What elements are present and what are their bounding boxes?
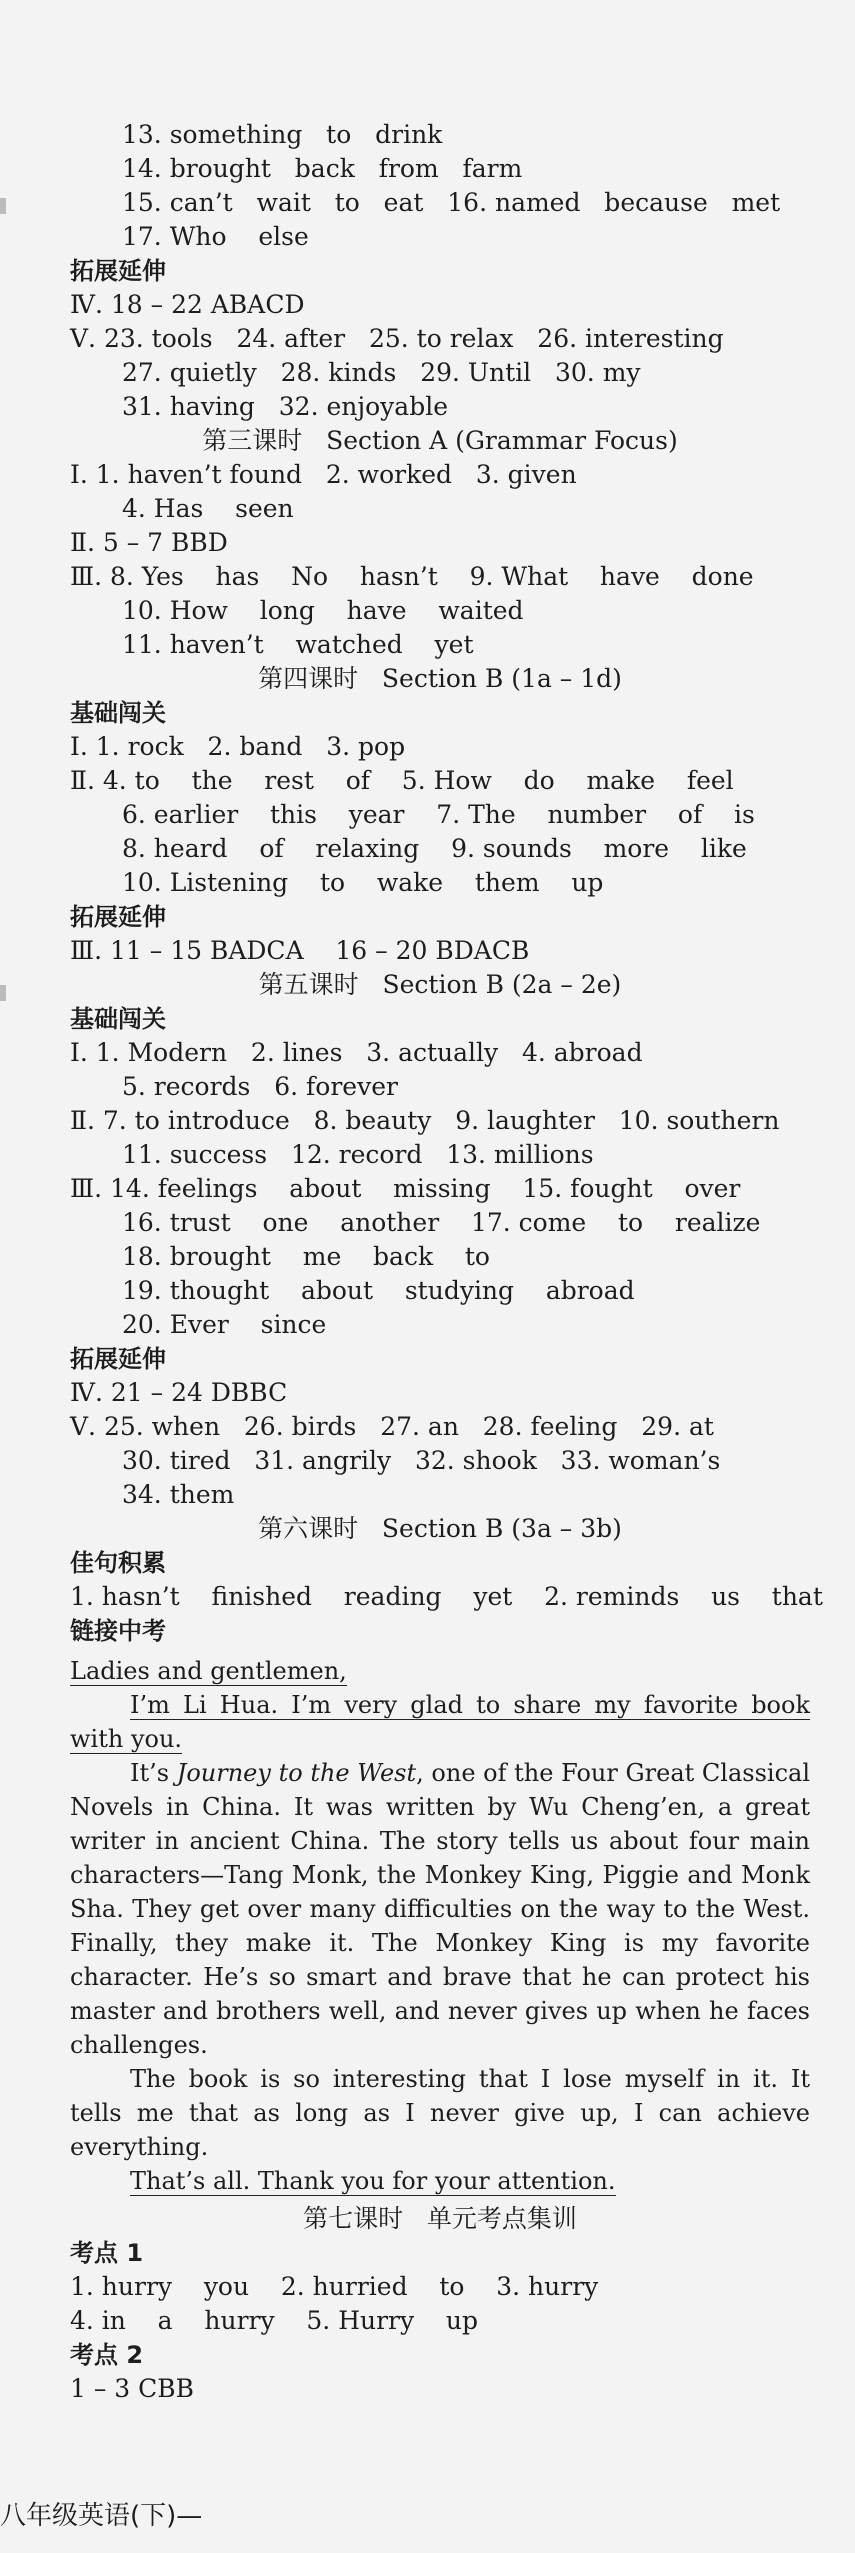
answer-line: Ⅲ. 8. Yes has No hasn’t 9. What have done — [70, 562, 754, 591]
page-footer: 八年级英语(下)— — [0, 2501, 203, 2531]
answer-line: Ⅰ. 1. Modern 2. lines 3. actually 4. abroad — [70, 1038, 643, 1067]
section-heading: 基础闯关 — [70, 699, 166, 727]
edge-mark — [0, 198, 6, 214]
answer-line: 17. Who else — [122, 222, 309, 251]
section-heading: 佳句积累 — [70, 1549, 166, 1577]
answer-line: Ⅲ. 11 – 15 BADCA 16 – 20 BDACB — [70, 936, 530, 965]
answer-line: 1 – 3 CBB — [70, 2374, 195, 2403]
answer-line: Ⅳ. 18 – 22 ABACD — [70, 290, 305, 319]
answer-line: 13. something to drink — [122, 120, 443, 149]
edge-mark — [0, 985, 6, 1001]
section-heading: 基础闯关 — [70, 1005, 166, 1033]
answer-line: 10. Listening to wake them up — [122, 868, 604, 897]
lesson-heading: 第六课时 Section B (3a – 3b) — [258, 1514, 622, 1543]
answer-line: Ⅱ. 7. to introduce 8. beauty 9. laughter 10. southern — [70, 1106, 780, 1135]
answer-lines-b — [70, 2202, 810, 2406]
section-heading: 拓展延伸 — [70, 257, 166, 285]
essay-closing: That’s all. Thank you for your attention. — [130, 2167, 616, 2195]
essay-paragraph: I’m Li Hua. I’m very glad to share my favorite book with you. — [70, 1691, 810, 1753]
answer-line: 11. success 12. record 13. millions — [122, 1140, 594, 1169]
answer-line: Ⅴ. 23. tools 24. after 25. to relax 26. interesting — [70, 324, 724, 353]
answer-text — [70, 118, 823, 2406]
book-title: Journey to the West — [176, 1759, 417, 1787]
answer-line: 6. earlier this year 7. The number of is — [122, 800, 755, 829]
lesson-heading: 第七课时 单元考点集训 — [303, 2204, 577, 2233]
answer-line: 31. having 32. enjoyable — [122, 392, 449, 421]
section-heading: 拓展延伸 — [70, 1345, 166, 1373]
answer-line: Ⅴ. 25. when 26. birds 27. an 28. feeling 29. at — [70, 1412, 714, 1441]
answer-line: 34. them — [122, 1480, 235, 1509]
answer-line: 1. hurry you 2. hurried to 3. hurry — [70, 2272, 599, 2301]
answer-line: 11. haven’t watched yet — [122, 630, 474, 659]
answer-line: 10. How long have waited — [122, 596, 524, 625]
answer-line: 4. Has seen — [122, 494, 294, 523]
answer-line: Ⅱ. 5 – 7 BBD — [70, 528, 228, 557]
answer-line: 5. records 6. forever — [122, 1072, 398, 1101]
section-heading: 链接中考 — [70, 1617, 166, 1645]
answer-line: 18. brought me back to — [122, 1242, 490, 1271]
answer-lines-a — [70, 118, 823, 1648]
answer-line: 30. tired 31. angrily 32. shook 33. woman’s — [122, 1446, 721, 1475]
section-heading: 考点 2 — [70, 2341, 144, 2369]
answer-line: 14. brought back from farm — [122, 154, 523, 183]
essay-paragraph: The book is so interesting that I lose myself in it. It tells me that as long as I never give up, I can achieve everything. — [70, 2065, 810, 2161]
lesson-heading: 第三课时 Section A (Grammar Focus) — [202, 426, 678, 455]
answer-line: Ⅱ. 4. to the rest of 5. How do make feel — [70, 766, 734, 795]
answer-line: 19. thought about studying abroad — [122, 1276, 635, 1305]
answer-line: 1. hasn’t finished reading yet 2. reminds us that — [70, 1582, 823, 1611]
answer-line: Ⅰ. 1. haven’t found 2. worked 3. given — [70, 460, 577, 489]
answer-line: 20. Ever since — [122, 1310, 327, 1339]
answer-line: Ⅲ. 14. feelings about missing 15. fought over — [70, 1174, 741, 1203]
answer-line: Ⅰ. 1. rock 2. band 3. pop — [70, 732, 406, 761]
section-heading: 拓展延伸 — [70, 903, 166, 931]
answer-line: 15. can’t wait to eat 16. named because met — [122, 188, 781, 217]
answer-line: 8. heard of relaxing 9. sounds more like — [122, 834, 747, 863]
answer-line: 16. trust one another 17. come to realize — [122, 1208, 761, 1237]
lesson-heading: 第四课时 Section B (1a – 1d) — [258, 664, 622, 693]
section-heading: 考点 1 — [70, 2239, 144, 2267]
answer-line: Ⅳ. 21 – 24 DBBC — [70, 1378, 288, 1407]
lesson-heading: 第五课时 Section B (2a – 2e) — [258, 970, 622, 999]
answer-line: 27. quietly 28. kinds 29. Until 30. my — [122, 358, 641, 387]
essay-paragraph: It’s Journey to the West, one of the Four Great Classical Novels in China. It was written by Wu Cheng’en, a great writer in ancient China. The story tells us about four main characters—Tang Monk, the Monkey King, Piggie and Monk Sha. They get over many difficulties on the way to the West. Finally, they make it. The Monkey King is my favorite character. He’s so smart and brave that he can protect his master and brothers well, and never gives up when he faces challenges. — [70, 1759, 810, 2059]
answer-line: 4. in a hurry 5. Hurry up — [70, 2306, 479, 2335]
essay-greeting: Ladies and gentlemen, — [70, 1657, 347, 1685]
essay — [70, 1654, 810, 2198]
